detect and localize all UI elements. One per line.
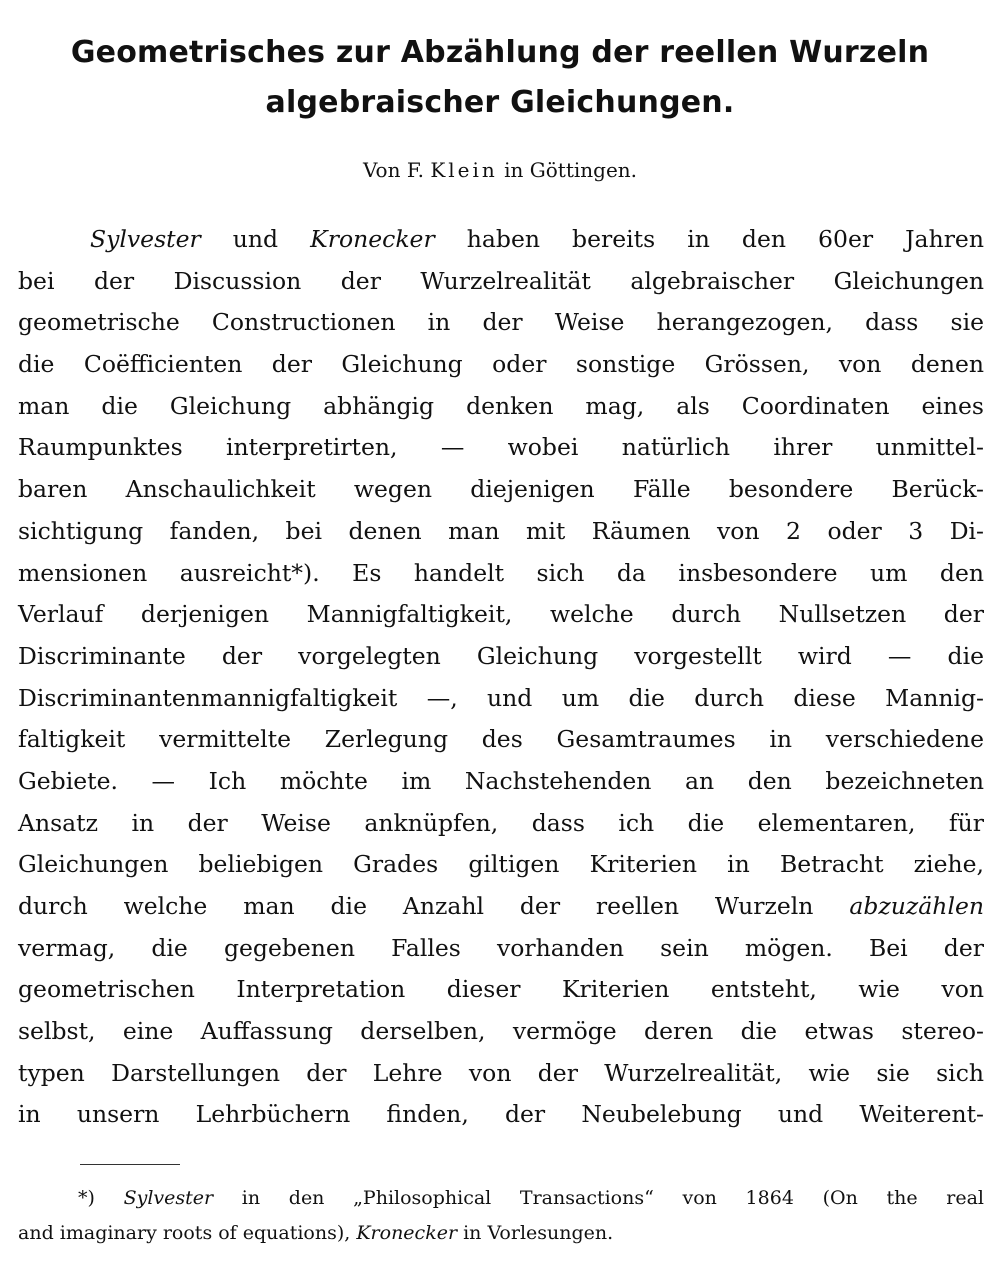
body-line-13: faltigkeit vermittelte Zerlegung des Gesamtraumes in verschiedene (18, 725, 984, 754)
author-ref-sylvester: Sylvester (90, 225, 201, 253)
body-line-6: Raumpunktes interpretirten, — wobei natürlich ihrer unmittel- (18, 433, 984, 462)
footnote-line-2 (18, 1216, 984, 1251)
body-line-14: Gebiete. — Ich möchte im Nachstehenden an den bezeichneten (18, 766, 984, 795)
paper-title (0, 28, 1000, 128)
body-line-19: geometrischen Interpretation dieser Kriterien entsteht, wie von (18, 975, 984, 1004)
body-line-10: Verlauf derjenigen Mannigfaltigkeit, welche durch Nullsetzen der (18, 600, 984, 629)
body-line-7: baren Anschaulichkeit wegen diejenigen Fälle besondere Berück- (18, 475, 984, 504)
body-text-fragment: haben bereits in den 60er Jahren (466, 225, 984, 253)
emphasis-abzuzaehlen: abzuzählen (849, 892, 984, 920)
body-line-2: bei der Discussion der Wurzelrealität algebraischer Gleichungen (18, 266, 984, 295)
body-line-16: Gleichungen beliebigen Grades giltigen Kriterien in Betracht ziehe, (18, 850, 984, 879)
footnote-text-fragment: in den „Philosophical Transactions“ von 1864 (On the real (241, 1187, 984, 1209)
body-line-17 (18, 886, 984, 928)
body-line-3: geometrische Constructionen in der Weise herangezogen, dass sie (18, 308, 984, 337)
title-line-2: algebraischer Gleichungen. (265, 85, 735, 120)
body-line-21: typen Darstellungen der Lehre von der Wurzelrealität, wie sie sich (18, 1058, 984, 1087)
footnote-ref-kronecker: Kronecker (356, 1222, 458, 1244)
author-line (0, 152, 1000, 188)
title-line-1: Geometrisches zur Abzählung der reellen Wurzeln (70, 35, 930, 70)
footnote-text-fragment: in Vorlesungen. (463, 1222, 614, 1244)
author-prefix: Von F. (362, 158, 424, 182)
author-ref-kronecker: Kronecker (310, 225, 435, 253)
body-line-1 (18, 219, 984, 261)
footnote-rule (80, 1164, 180, 1165)
footnote-ref-sylvester: Sylvester (123, 1187, 214, 1209)
body-line-8: sichtigung fanden, bei denen man mit Räumen von 2 oder 3 Di- (18, 516, 984, 545)
footnote-marker: *) (78, 1187, 95, 1209)
body-line-22: in unsern Lehrbüchern finden, der Neubelebung und Weiterent- (18, 1100, 984, 1129)
body-line-12: Discriminantenmannigfaltigkeit —, und um die durch diese Mannig- (18, 683, 984, 712)
body-text-fragment: durch welche man die Anzahl der reellen Wurzeln (18, 892, 814, 920)
body-line-5: man die Gleichung abhängig denken mag, als Coordinaten eines (18, 391, 984, 420)
body-line-20: selbst, eine Auffassung derselben, vermöge deren die etwas stereo- (18, 1017, 984, 1046)
author-affiliation: in Göttingen. (504, 158, 638, 182)
footnote-text-fragment: and imaginary roots of equations), (18, 1222, 351, 1244)
body-line-15: Ansatz in der Weise anknüpfen, dass ich die elementaren, für (18, 808, 984, 837)
footnote-line-1 (18, 1181, 984, 1216)
author-name: Klein (430, 158, 498, 182)
body-paragraph (18, 219, 984, 1136)
body-text-fragment: und (232, 225, 279, 253)
body-line-11: Discriminante der vorgelegten Gleichung vorgestellt wird — die (18, 641, 984, 670)
body-line-9: mensionen ausreicht*). Es handelt sich da insbesondere um den (18, 558, 984, 587)
footnote (18, 1181, 984, 1251)
body-line-18: vermag, die gegebenen Falles vorhanden sein mögen. Bei der (18, 933, 984, 962)
body-line-4: die Coëfficienten der Gleichung oder sonstige Grössen, von denen (18, 350, 984, 379)
